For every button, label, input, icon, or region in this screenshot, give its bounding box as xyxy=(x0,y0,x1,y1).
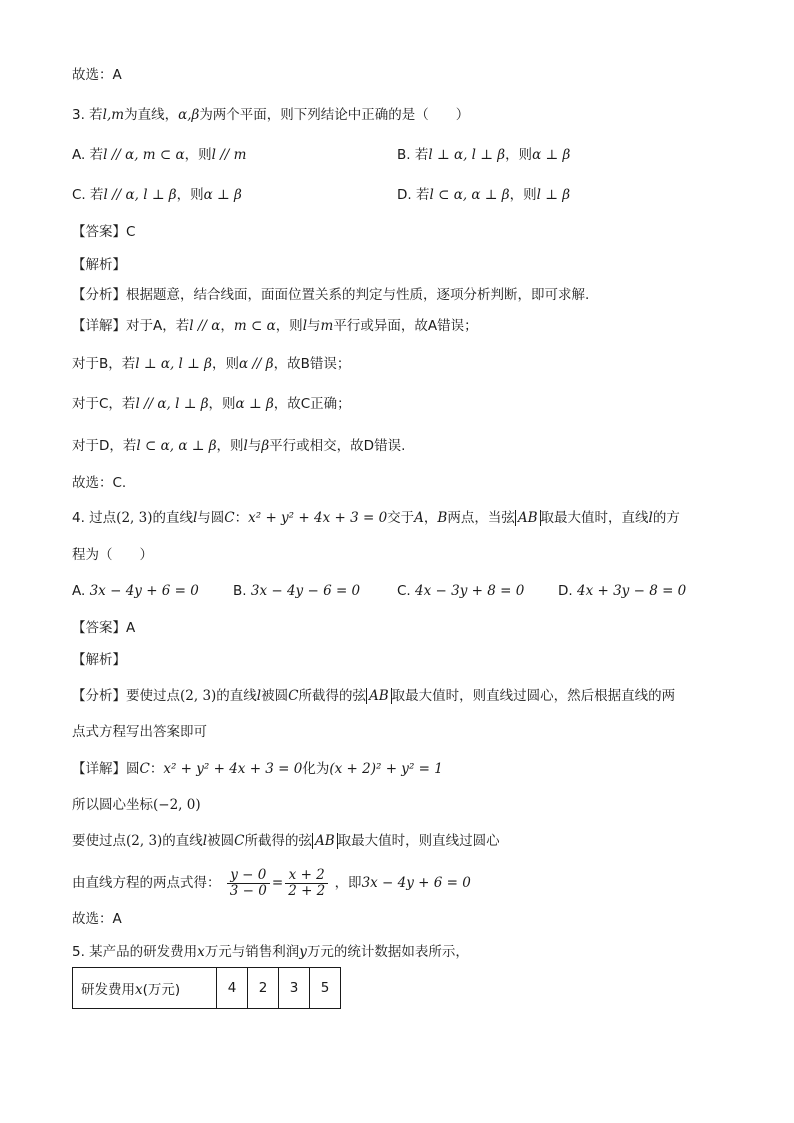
q4-jiexi-heading: 【解析】 xyxy=(72,652,126,668)
q3-detail-c: 对于C，若l // α, l ⊥ β，则α ⊥ β，故C正确； xyxy=(72,396,351,412)
q4-option-a: A. 3x − 4y + 6 = 0 xyxy=(72,583,199,599)
prev-answer-select: 故选：A xyxy=(72,67,122,83)
question-5-stem: 5. 某产品的研发费用x万元与销售利润y万元的统计数据如表所示， xyxy=(72,944,469,960)
q3-option-a: A. 若l // α, m ⊂ α，则l // m xyxy=(72,147,247,163)
q4-detail-two-point: 由直线方程的两点式得： $\frac{y - 0}{3 - 0}$ = $\frac{x + 2}{2 + 2}$ ，即3x − 4y + 6 = 0 xyxy=(72,866,471,899)
table-header-cell: 研发费用x(万元) xyxy=(73,968,217,1009)
q3-option-d: D. 若l ⊂ α, α ⊥ β，则l ⊥ β xyxy=(397,187,571,203)
q4-option-c: C. 4x − 3y + 8 = 0 xyxy=(397,583,525,599)
question-3-stem: 3. 若l,m为直线，α,β为两个平面，则下列结论中正确的是（ ） xyxy=(72,107,470,123)
q3-detail-a: 【详解】对于A，若l // α，m ⊂ α，则l与m平行或异面，故A错误； xyxy=(72,318,478,334)
table-cell: 3 xyxy=(279,968,310,1009)
q3-select: 故选：C. xyxy=(72,475,127,491)
q3-option-b: B. 若l ⊥ α, l ⊥ β，则α ⊥ β xyxy=(397,147,571,163)
q3-answer: 【答案】C xyxy=(72,224,136,240)
q4-detail-circle: 【详解】圆C：x² + y² + 4x + 3 = 0化为(x + 2)² + y² = 1 xyxy=(72,761,443,777)
q4-analysis-cont: 点式方程写出答案即可 xyxy=(72,724,207,740)
fraction-x: $\frac{x + 2}{2 + 2}$ xyxy=(285,868,328,899)
q3-analysis: 【分析】根据题意，结合线面，面面位置关系的判定与性质，逐项分析判断，即可求解. xyxy=(72,287,590,303)
table-row xyxy=(73,968,341,1009)
q4-option-d: D. 4x + 3y − 8 = 0 xyxy=(558,583,687,599)
q4-detail-through-center: 要使过点(2, 3)的直线l被圆C所截得的弦 AB 取最大值时，则直线过圆心 xyxy=(72,833,500,849)
q4-answer: 【答案】A xyxy=(72,620,136,636)
q3-detail-b: 对于B，若l ⊥ α, l ⊥ β，则α // β，故B错误； xyxy=(72,356,351,372)
q4-analysis: 【分析】要使过点(2, 3)的直线l被圆C所截得的弦 AB 取最大值时，则直线过圆心，然后根据直线的两 xyxy=(72,688,676,704)
table-cell: 2 xyxy=(248,968,279,1009)
q3-detail-d: 对于D，若l ⊂ α, α ⊥ β，则l与β平行或相交，故D错误. xyxy=(72,438,406,454)
table-cell: 5 xyxy=(310,968,341,1009)
question-4-stem: 4. 过点(2, 3)的直线l与圆C：x² + y² + 4x + 3 = 0交于A，B两点，当弦 AB 取最大值时，直线l的方 xyxy=(72,510,680,526)
q4-option-b: B. 3x − 4y − 6 = 0 xyxy=(233,583,361,599)
fraction-y: $\frac{y - 0}{3 - 0}$ xyxy=(227,868,270,899)
data-table xyxy=(72,967,341,1009)
q4-select: 故选：A xyxy=(72,911,122,927)
q3-jiexi-heading: 【解析】 xyxy=(72,257,126,273)
q3-option-c: C. 若l // α, l ⊥ β，则α ⊥ β xyxy=(72,187,242,203)
table-cell: 4 xyxy=(217,968,248,1009)
q4-detail-center: 所以圆心坐标(−2, 0) xyxy=(72,797,201,813)
question-4-stem-cont: 程为（ ） xyxy=(72,547,153,563)
